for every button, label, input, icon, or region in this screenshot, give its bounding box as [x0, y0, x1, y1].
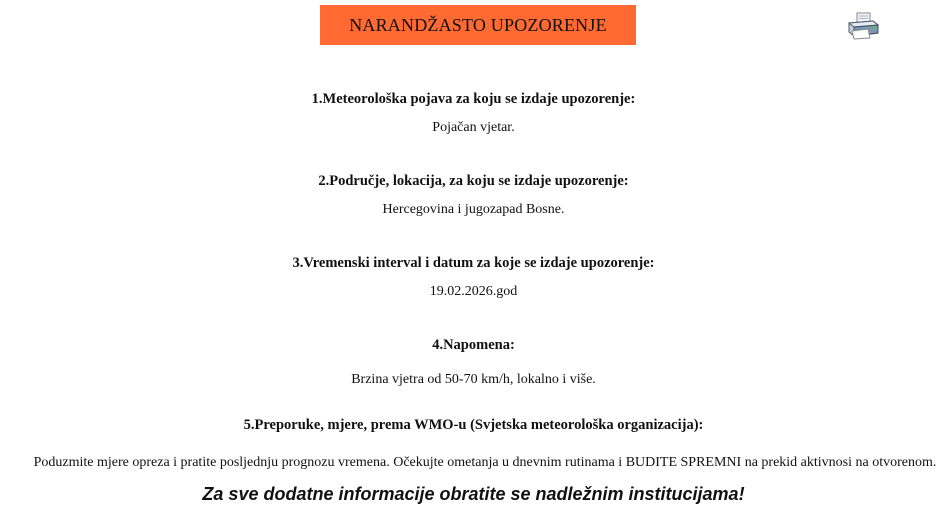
section-title-1: 1.Meteorološka pojava za koju se izdaje upozorenje: — [311, 91, 636, 107]
warning-banner — [320, 5, 636, 45]
section-text-1: Pojačan vjetar. — [432, 120, 515, 135]
printer-icon — [846, 12, 880, 40]
section-text-3: 19.02.2026.god — [429, 284, 518, 299]
section-title-3: 3.Vremenski interval i datum za koje se izdaje upozorenje: — [292, 255, 655, 271]
section-title-5: 5.Preporuke, mjere, prema WMO-u (Svjetska meteorološka organizacija): — [243, 417, 704, 433]
section-text-2: Hercegovina i jugozapad Bosne. — [382, 202, 565, 217]
section-text-5: Poduzmite mjere opreza i pratite posljednju prognozu vremena. Očekujte ometanja u dnevnim rutinama i BUDITE SPREMNI na prekid aktivnosi na otvorenom. — [33, 455, 937, 470]
section-text-4: Brzina vjetra od 50-70 km/h, lokalno i više. — [351, 372, 596, 387]
section-title-2: 2.Područje, lokacija, za koju se izdaje upozorenje: — [318, 173, 629, 189]
footer-note: Za sve dodatne informacije obratite se nadležnim institucijama! — [202, 484, 745, 504]
page-title: NARANDŽASTO UPOZORENJE — [349, 14, 607, 35]
section-title-4: 4.Napomena: — [432, 337, 515, 353]
print-button[interactable] — [846, 12, 880, 40]
